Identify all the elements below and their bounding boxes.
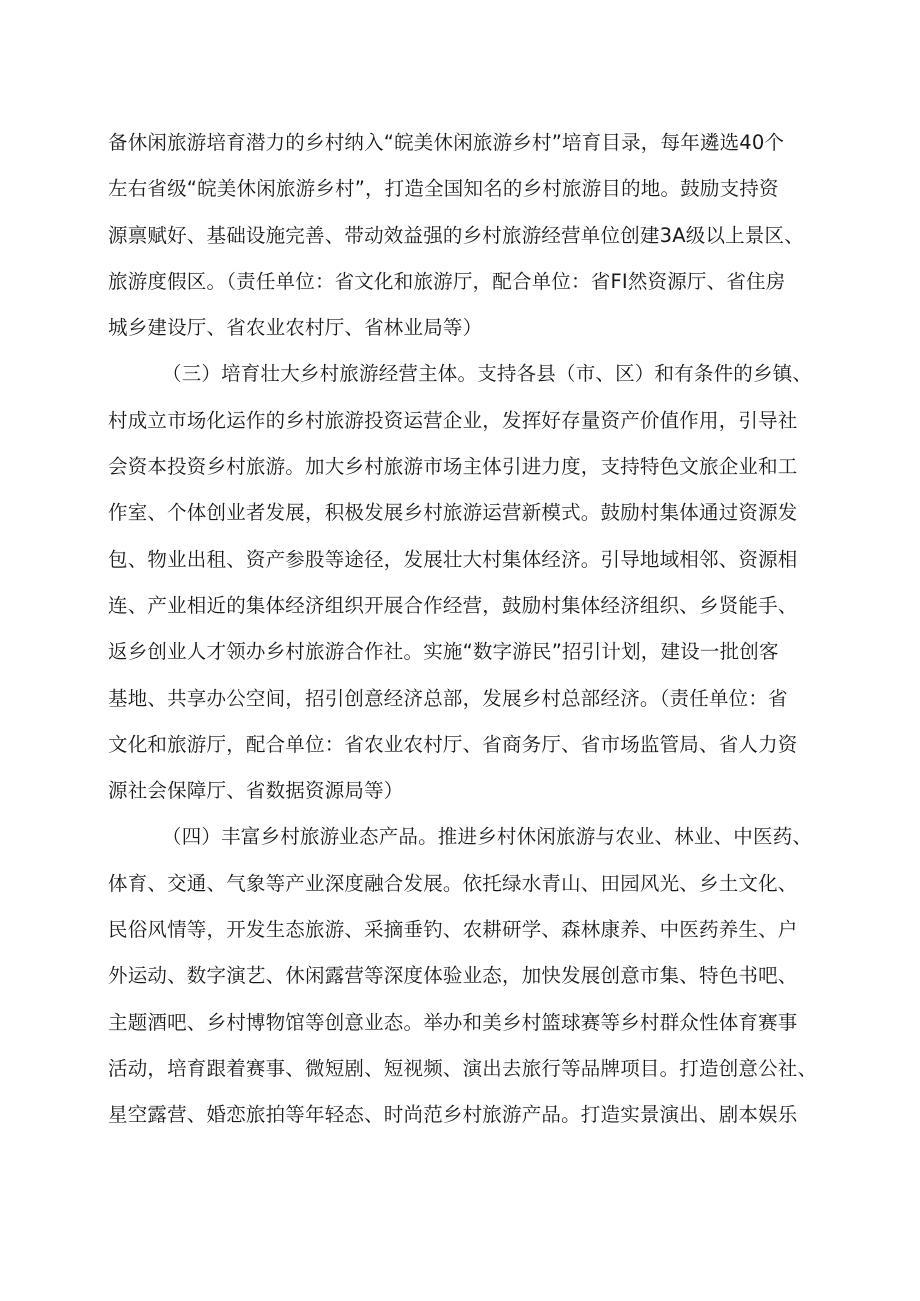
- text-line: 基地、共享办公空间，招引创意经济总部，发展乡村总部经济。（责任单位：省: [108, 686, 788, 710]
- text-line: 作室、个体创业者发展，积极发展乡村旅游运营新模式。鼓励村集体通过资源发: [108, 501, 798, 525]
- text-line: 星空露营、婚恋旅拍等年轻态、时尚范乡村旅游产品。打造实景演出、剧本娱乐: [108, 1103, 798, 1127]
- text-line: 连、产业相近的集体经济组织开展合作经营，鼓励村集体经济组织、乡贤能手、: [108, 593, 798, 617]
- text-line: 包、物业出租、资产参股等途径，发展壮大村集体经济。引导地域相邻、资源相: [108, 547, 798, 571]
- document-body: [108, 120, 828, 1139]
- text-line: 文化和旅游厅，配合单位：省农业农村厅、省商务厅、省市场监管局、省人力资: [108, 732, 798, 756]
- text-line: 源社会保障厅、省数据资源局等）: [108, 779, 404, 803]
- text-line: 村成立市场化运作的乡村旅游投资运营企业，发挥好存量资产价值作用，引导社: [108, 408, 798, 432]
- text-line: 源禀赋好、基础设施完善、带动效益强的乡村旅游经营单位创建3A级以上景区、: [108, 223, 804, 247]
- section-heading-line: （三）培育壮大乡村旅游经营主体。支持各县（市、区）和有条件的乡镇、: [162, 362, 813, 386]
- text-line: 活动，培育跟着赛事、微短剧、短视频、演出去旅行等品牌项目。打造创意公社、: [108, 1056, 818, 1080]
- text-line: 主题酒吧、乡村博物馆等创意业态。举办和美乡村篮球赛等乡村群众性体育赛事: [108, 1010, 798, 1034]
- section-heading-line: （四）丰富乡村旅游业态产品。推进乡村休闲旅游与农业、林业、中医药、: [162, 825, 813, 849]
- text-line: 体育、交通、气象等产业深度融合发展。依托绿水青山、田园风光、乡土文化、: [108, 871, 798, 895]
- text-line: 会资本投资乡村旅游。加大乡村旅游市场主体引进力度，支持特色文旅企业和工: [108, 455, 798, 479]
- text-line: 返乡创业人才领办乡村旅游合作社。实施“数字游民”招引计划，建设一批创客: [108, 640, 779, 664]
- text-line: 民俗风情等，开发生态旅游、采摘垂钓、农耕研学、森林康养、中医药养生、户: [108, 918, 798, 942]
- text-line: 备休闲旅游培育潜力的乡村纳入“皖美休闲旅游乡村”培育目录，每年遴选40个: [108, 131, 785, 154]
- text-line: 旅游度假区。（责任单位：省文化和旅游厅，配合单位：省FI然资源厅、省住房: [108, 269, 786, 293]
- text-line: 城乡建设厅、省农业农村厅、省林业局等）: [108, 316, 483, 340]
- text-line: 外运动、数字演艺、休闲露营等深度体验业态，加快发展创意市集、特色书吧、: [108, 964, 798, 988]
- text-line: 左右省级“皖美休闲旅游乡村”，打造全国知名的乡村旅游目的地。鼓励支持资: [108, 177, 779, 201]
